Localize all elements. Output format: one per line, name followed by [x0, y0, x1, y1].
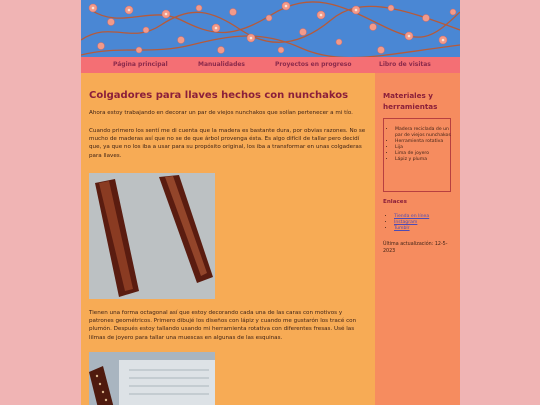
- link-tumblr[interactable]: Tumblr: [394, 226, 410, 232]
- header-banner-image: [81, 0, 460, 57]
- materials-list-item: • Lápiz y pluma: [395, 157, 457, 163]
- materials-list-item: • Lija: [395, 145, 457, 151]
- materials-heading: Materiales y herramientas: [383, 91, 438, 111]
- last-updated: Última actualización: 12-5-2023: [383, 242, 448, 254]
- nunchakos-photo: [89, 173, 215, 299]
- link-instagram[interactable]: Instagram: [394, 220, 418, 226]
- materials-list-item: • Lima de joyero: [395, 151, 457, 157]
- nav-item-guestbook[interactable]: Libro de visitas: [379, 61, 431, 68]
- materials-list-item: • Herramienta rotativa: [395, 139, 457, 145]
- wood-paragraph: Cuando primero los sentí me di cuenta que la madera es bastante dura, por obvias razones. No se mucho de maderas así que no se de que árbol provenga ésta. Es algo difícil de tallar pero decidí que, ya que no los iba a usar para su propósito original, los iba a transformar en unas colgaderas para llaves.: [89, 128, 366, 159]
- materials-list: [386, 127, 457, 164]
- nav-item-crafts[interactable]: Manualidades: [198, 61, 246, 68]
- materials-list-item: • Madera reciclada de un par de viejos nunchakos: [395, 127, 457, 139]
- sidebar: [375, 73, 460, 405]
- link-list-item: [394, 226, 464, 232]
- links-heading: Enlaces: [383, 199, 407, 205]
- decoration-paragraph: Tienen una forma octagonal así que estoy decorando cada una de las caras con motivos y patrones geométricos. Primero dibujé los diseños con lápiz y cuando me gustarón los tracé con plumón. Después estoy tallando usando mi herramienta rotativa con diferentes fresas. Usé las lilmas de joyero para tallar una muescas en algunas de las esquinas.: [89, 310, 357, 341]
- page-title: Colgadores para llaves hechos con nunchakos: [89, 90, 349, 101]
- main-navigation: [81, 57, 460, 73]
- carving-photo: [89, 352, 215, 405]
- page-container: [81, 0, 460, 405]
- main-content: [81, 73, 375, 405]
- nav-item-projects[interactable]: Proyectos en progreso: [275, 61, 352, 68]
- link-tienda-en-línea[interactable]: Tienda en línea: [394, 214, 430, 219]
- intro-paragraph: Ahora estoy trabajando en decorar un par de viejos nunchakos que solían pertenecer a mi tío.: [89, 110, 353, 116]
- materials-box: [383, 118, 451, 192]
- links-list: [385, 214, 464, 232]
- nav-item-home[interactable]: Página principal: [113, 61, 168, 68]
